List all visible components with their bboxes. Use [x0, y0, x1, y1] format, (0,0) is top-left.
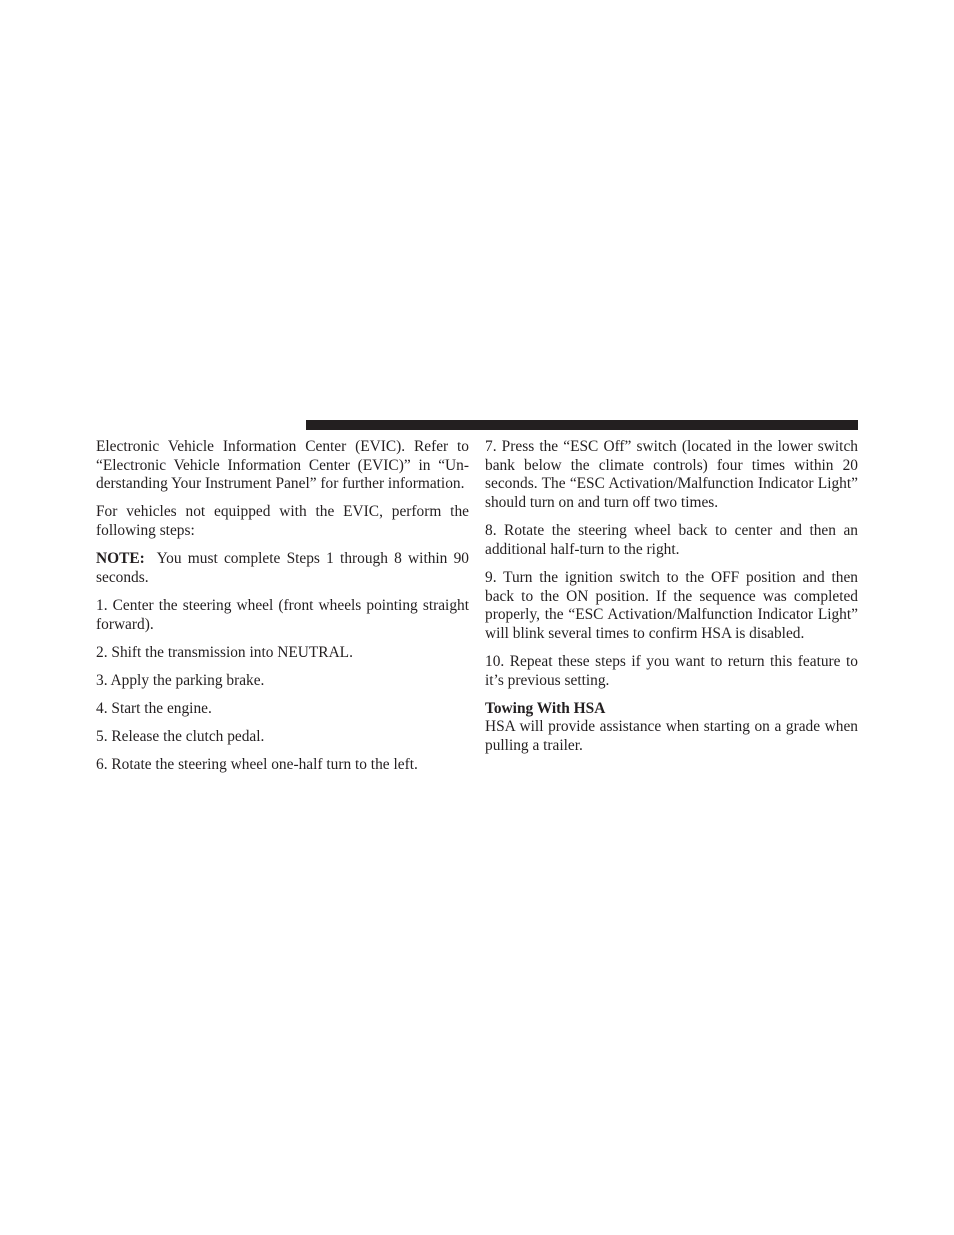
step-6: 6. Rotate the steering wheel one-half turn to the left.: [96, 755, 418, 773]
towing-paragraph: HSA will provide assistance when starting on a grade when pulling a trailer.: [485, 718, 858, 755]
header-rule: [306, 420, 858, 430]
step-3: 3. Apply the parking brake.: [96, 671, 265, 689]
towing-heading: Towing With HSA: [485, 699, 606, 717]
step-5: 5. Release the clutch pedal.: [96, 727, 265, 745]
note-text: You must complete Steps 1 through 8 within 90 seconds.: [96, 550, 473, 586]
step-7: 7. Press the “ESC Off” switch (located in the lower switch bank below the climate controls) four times within 20 seconds. The “ESC Activation/Malfunction Indicator Light” should turn on and turn off two times.: [485, 438, 858, 512]
step-4: 4. Start the engine.: [96, 699, 212, 717]
non-evic-paragraph: For vehicles not equipped with the EVIC, perform the following steps:: [96, 503, 469, 540]
left-column: [96, 438, 473, 784]
intro-paragraph: Electronic Vehicle Information Center (EVIC). Refer to “Electronic Vehicle Information Center (EVIC)” in “Understanding Your Instrument Panel” for further information.: [96, 438, 469, 493]
step-8: 8. Rotate the steering wheel back to center and then an additional half-turn to the right.: [485, 522, 858, 558]
note-label: NOTE:: [96, 550, 145, 568]
step-1: 1. Center the steering wheel (front wheels pointing straight forward).: [96, 596, 469, 633]
step-2: 2. Shift the transmission into NEUTRAL.: [96, 643, 353, 661]
right-column: [485, 438, 858, 765]
step-9: 9. Turn the ignition switch to the OFF position and then back to the ON position. If the sequence was completed properly, the “ESC Activation/Malfunction Indicator Light” will blink several times to confirm HSA is disabled.: [485, 568, 858, 642]
note-paragraph: [96, 550, 473, 587]
step-10: 10. Repeat these steps if you want to return this feature to it’s previous setting.: [485, 652, 858, 689]
